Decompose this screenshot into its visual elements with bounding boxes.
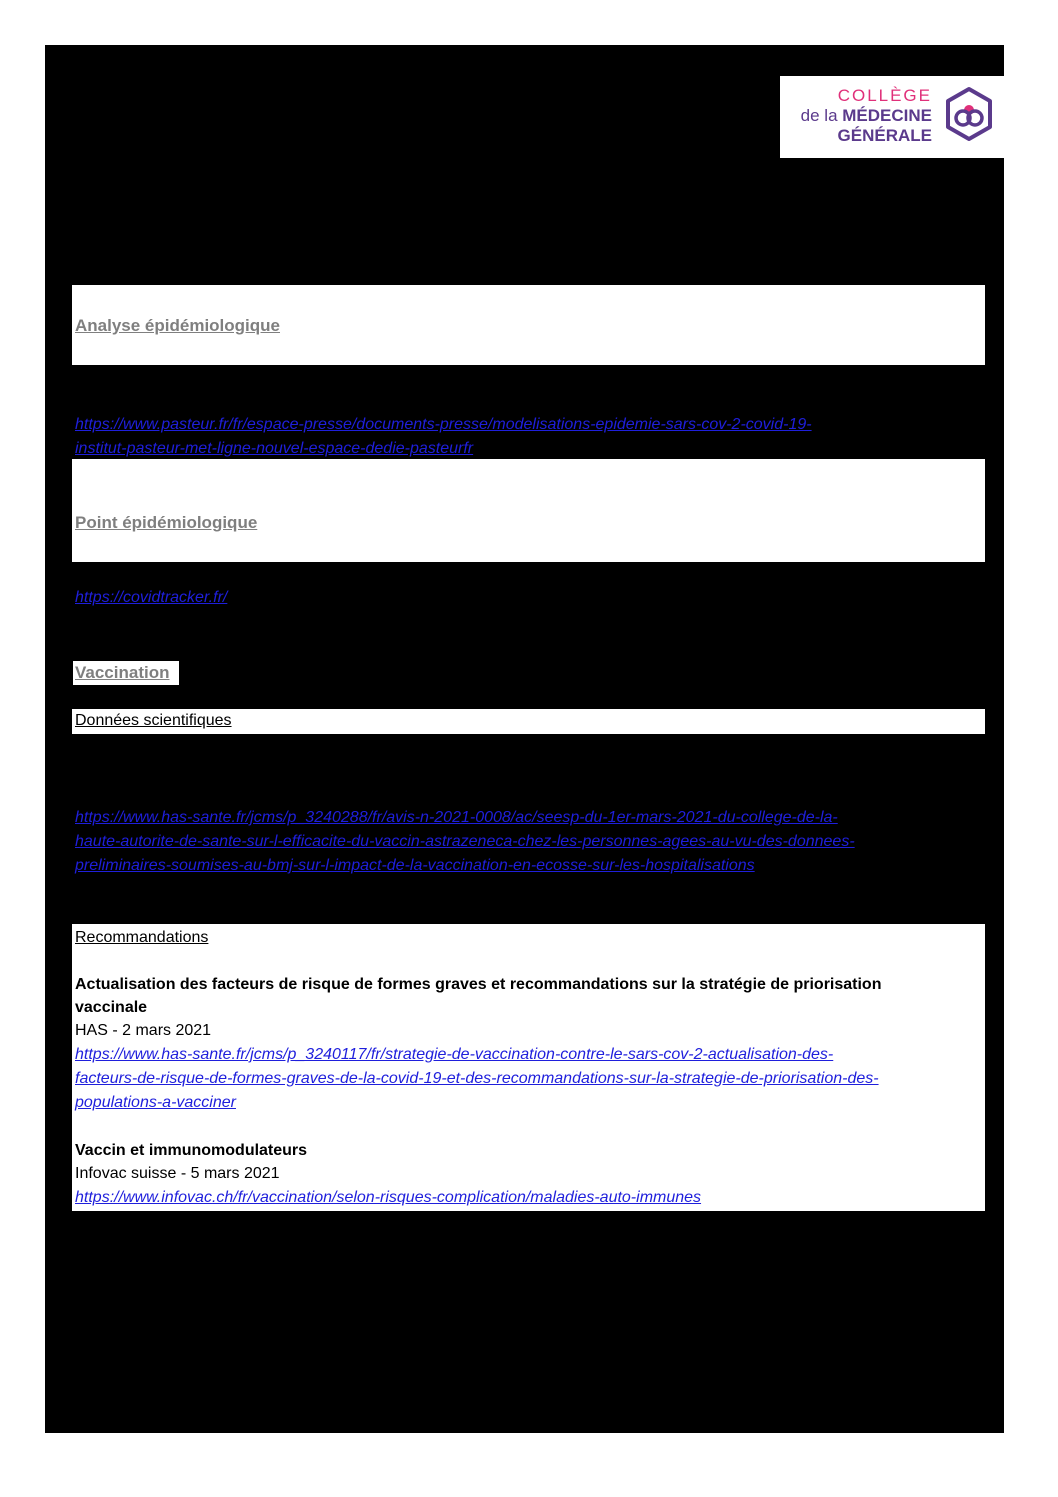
logo-text — [801, 86, 932, 146]
reco1-title-line-2: vaccinale — [75, 999, 148, 1016]
has-avis-link-line-1[interactable]: https://www.has-sante.fr/jcms/p_3240288/fr/avis-n-2021-0008/ac/seesp-du-1er-mars-2021-du-college-de-la- — [75, 809, 838, 826]
heading-vaccination: Vaccination — [75, 663, 170, 682]
reco1-title-line-1: Actualisation des facteurs de risque de formes graves et recommandations sur la stratégie de priorisation — [75, 976, 882, 993]
page-background — [45, 45, 1004, 1433]
reco1-source: HAS - 2 mars 2021 — [75, 1022, 212, 1039]
has-avis-link-line-3[interactable]: preliminaires-soumises-au-bmj-sur-l-impact-de-la-vaccination-en-ecosse-sur-les-hospitalisations — [75, 857, 755, 874]
reco2-source: Infovac suisse - 5 mars 2021 — [75, 1165, 280, 1182]
heading-analyse: Analyse épidémiologique — [75, 316, 280, 335]
heading-point: Point épidémiologique — [75, 513, 258, 532]
reco1-link-line-1[interactable]: https://www.has-sante.fr/jcms/p_3240117/fr/strategie-de-vaccination-contre-le-sars-cov-2-actualisation-des- — [75, 1046, 834, 1063]
point-box — [72, 459, 985, 562]
reco2-title: Vaccin et immunomodulateurs — [75, 1142, 308, 1159]
reco1-link-line-2[interactable]: facteurs-de-risque-de-formes-graves-de-la-covid-19-et-des-recommandations-sur-la-strategie-de-priorisation-des- — [75, 1070, 879, 1087]
pasteur-link-line-2[interactable]: institut-pasteur-met-ligne-nouvel-espace-dedie-pasteurfr — [75, 440, 474, 457]
recommandations-label: Recommandations — [75, 929, 209, 946]
reco2-link[interactable]: https://www.infovac.ch/fr/vaccination/selon-risques-complication/maladies-auto-immunes — [75, 1189, 702, 1206]
recommandations-content — [75, 926, 980, 1210]
reco1-link[interactable] — [75, 1043, 980, 1115]
logo-line-college: COLLÈGE — [837, 86, 932, 105]
logo-line-generale: GÉNÉRALE — [837, 126, 932, 145]
cmg-logo-icon — [944, 86, 994, 142]
covidtracker-link[interactable]: https://covidtracker.fr/ — [75, 589, 228, 606]
pasteur-link[interactable] — [75, 413, 812, 461]
has-avis-link-line-2[interactable]: haute-autorite-de-sante-sur-l-efficacite-du-vaccin-astrazeneca-chez-les-personnes-agees-au-vu-des-donnees- — [75, 833, 855, 850]
logo — [780, 76, 1004, 158]
reco1-link-line-3[interactable]: populations-a-vacciner — [75, 1094, 236, 1111]
pasteur-link-line-1[interactable]: https://www.pasteur.fr/fr/espace-presse/documents-presse/modelisations-epidemie-sars-cov-2-covid-19- — [75, 416, 812, 433]
has-avis-link[interactable] — [75, 806, 855, 878]
donnees-label: Données scientifiques — [75, 712, 232, 729]
logo-line-medecine: de la MÉDECINE — [800, 106, 932, 125]
